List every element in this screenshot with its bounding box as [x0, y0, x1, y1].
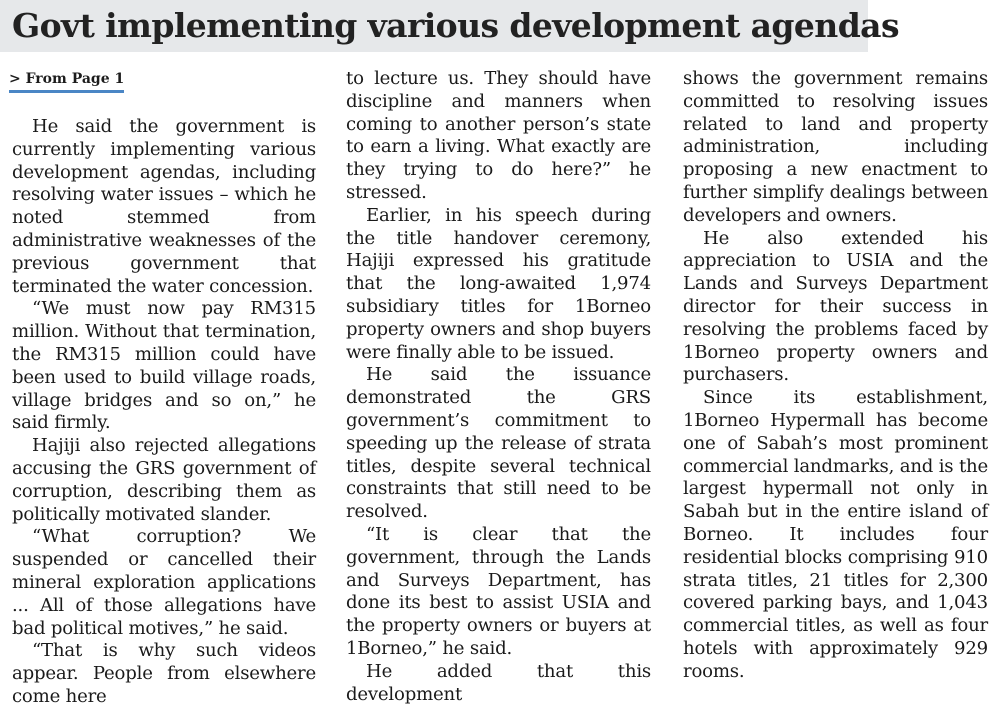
- paragraph: Earlier, in his speech during the title handover ceremony, Hajiji expressed his gratitude that the long-awaited 1,974 subsidiary titles for 1Borneo property owners and shop buyers were finally able to be issued.: [346, 204, 651, 363]
- paragraph: shows the government remains committed to resolving issues related to land and property administration, including proposing a new enactment to further simplify dealings between developers and owners.: [683, 68, 988, 226]
- paragraph: He said the issuance demonstrated the GRS government’s commitment to speeding up the release of strata titles, despite several technical constraints that still need to be resolved.: [346, 364, 651, 523]
- paragraph: Hajiji also rejected allegations accusing the GRS government of corruption, describing them as politically motivated slander.: [12, 435, 316, 525]
- paragraph: “That is why such videos appear. People from elsewhere come here: [12, 640, 316, 707]
- paragraph: “We must now pay RM315 million. Without that termination, the RM315 million could have been used to build village roads, village bridges and so on,” he said firmly.: [12, 298, 316, 434]
- paragraph: “It is clear that the government, through the Lands and Surveys Department, has done its best to assist USIA and the property owners or buyers at 1Borneo,” he said.: [346, 523, 651, 659]
- article-column-3: [683, 68, 988, 684]
- paragraph: Since its establishment, 1Borneo Hypermall has become one of Sabah’s most prominent commercial landmarks, and is the largest hypermall not only in Sabah but in the entire island of Borneo. It includes four residential blocks comprising 910 strata titles, 21 titles for 2,300 covered parking bays, and 1,043 commercial titles, as well as four hotels with approximately 929 rooms.: [683, 387, 988, 682]
- paragraph: to lecture us. They should have discipline and manners when coming to another person’s state to earn a living. What exactly are they trying to do here?” he stressed.: [346, 68, 651, 203]
- from-page-reference: > From Page 1: [9, 70, 124, 93]
- paragraph: “What corruption? We suspended or cancelled their mineral exploration applications ... All of those allegations have bad political motives,” he said.: [12, 526, 316, 639]
- article-column-2: [346, 68, 651, 706]
- headline: Govt implementing various development agendas: [12, 6, 899, 45]
- paragraph: He added that this development: [346, 660, 651, 705]
- paragraph: He also extended his appreciation to USIA and the Lands and Surveys Department director for their success in resolving the problems faced by 1Borneo property owners and purchasers.: [683, 227, 988, 386]
- paragraph: He said the government is currently implementing various development agendas, including resolving water issues – which he noted stemmed from administrative weaknesses of the previous government that terminated the water concession.: [12, 116, 316, 297]
- article-column-1: [12, 116, 316, 709]
